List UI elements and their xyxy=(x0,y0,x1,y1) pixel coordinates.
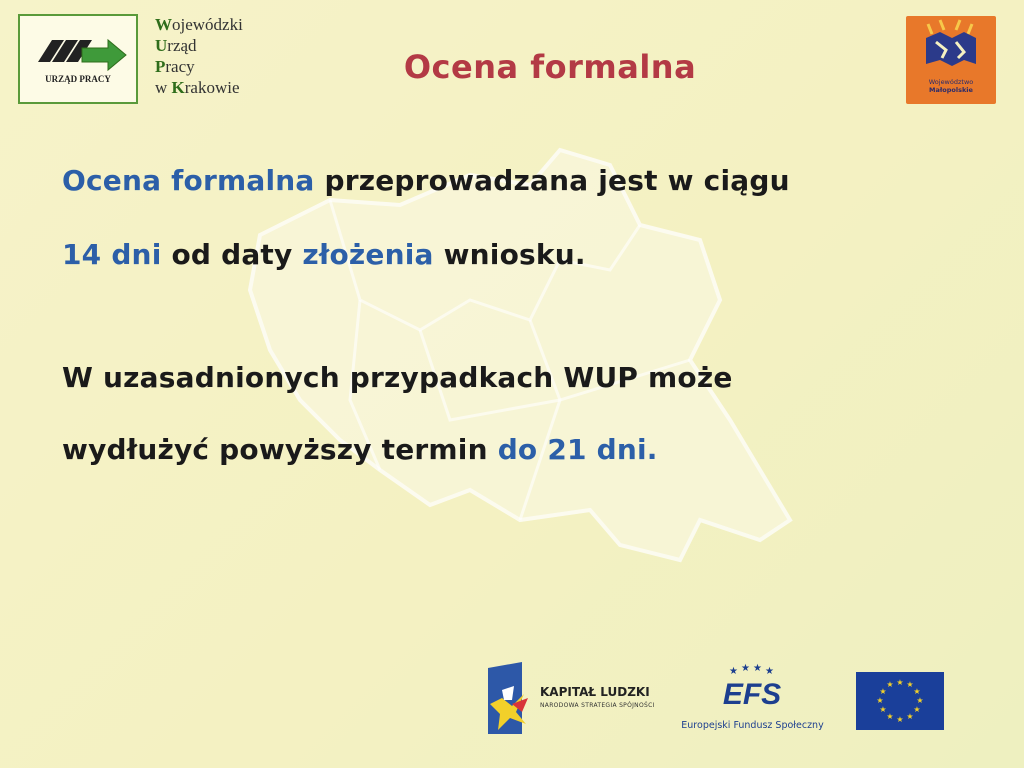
kapital-ludzki-title: KAPITAŁ LUDZKI xyxy=(540,685,650,699)
eu-flag xyxy=(856,672,944,730)
malopolska-emblem-icon xyxy=(906,16,996,76)
svg-text:★: ★ xyxy=(886,712,894,721)
efs-stars-icon xyxy=(680,660,825,718)
svg-text:★: ★ xyxy=(765,666,774,677)
svg-text:★: ★ xyxy=(896,715,904,724)
paragraph-1-line-1: Ocena formalna przeprowadzana jest w ciągu xyxy=(62,164,790,197)
efs-logo xyxy=(680,660,825,740)
svg-text:EFS: EFS xyxy=(722,678,782,711)
svg-text:★: ★ xyxy=(879,687,887,696)
highlight-zlozenia: złożenia xyxy=(302,238,434,271)
paragraph-2-line-2: wydłużyć powyższy termin do 21 dni. xyxy=(62,433,658,466)
region-logo xyxy=(906,16,996,104)
kapital-ludzki-subtitle: NARODOWA STRATEGIA SPÓJNOŚCI xyxy=(540,702,655,709)
svg-text:★: ★ xyxy=(879,705,887,714)
svg-text:★: ★ xyxy=(741,663,750,674)
svg-text:★: ★ xyxy=(906,680,914,689)
svg-text:★: ★ xyxy=(913,705,921,714)
kapital-ludzki-logo xyxy=(482,660,672,738)
efs-caption: Europejski Fundusz Społeczny xyxy=(681,720,824,731)
paragraph-2-line-1: W uzasadnionych przypadkach WUP może xyxy=(62,361,733,394)
region-logo-text: Województwo Małopolskie xyxy=(928,78,974,94)
org-line-1: Wojewódzki xyxy=(155,15,243,34)
svg-text:★: ★ xyxy=(876,696,884,705)
slide-title: Ocena formalna xyxy=(403,48,697,86)
eu-flag-icon xyxy=(856,672,944,730)
svg-text:★: ★ xyxy=(729,666,738,677)
svg-text:★: ★ xyxy=(916,696,924,705)
org-line-2: Urząd xyxy=(155,36,197,55)
highlight-14-dni: 14 dni xyxy=(62,238,162,271)
svg-text:★: ★ xyxy=(753,663,762,674)
svg-text:★: ★ xyxy=(906,712,914,721)
wup-logo-caption: URZĄD PRACY xyxy=(45,74,111,84)
highlight-do-21-dni: do 21 dni. xyxy=(497,433,658,466)
highlight-ocena-formalna: Ocena formalna xyxy=(62,164,315,197)
kapital-ludzki-star-icon xyxy=(482,660,538,738)
paragraph-1-line-2: 14 dni od daty złożenia wniosku. xyxy=(62,238,586,271)
org-line-4: w Krakowie xyxy=(155,78,240,97)
org-line-3: Pracy xyxy=(155,57,195,76)
svg-text:★: ★ xyxy=(913,687,921,696)
svg-text:★: ★ xyxy=(886,680,894,689)
svg-text:★: ★ xyxy=(896,678,904,687)
